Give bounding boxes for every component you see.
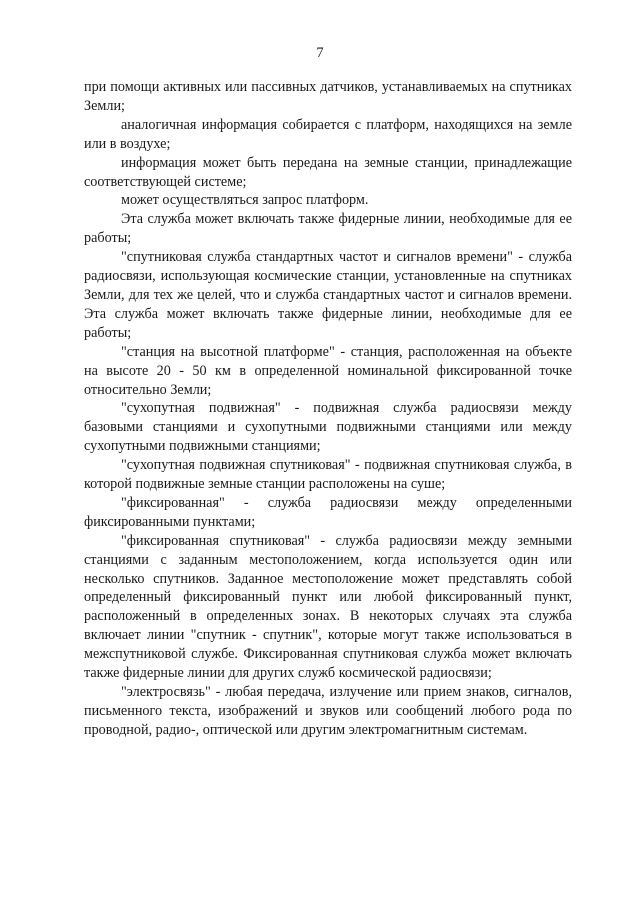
paragraph-remote-sensors: при помощи активных или пассивных датчиков, устанавливаемых на спутниках Земли; [84,79,572,114]
paragraph-feeder-links: Эта служба может включать также фидерные линии, необходимые для ее работы; [84,211,572,247]
paragraph-land-mobile-satellite: "сухопутная подвижная спутниковая" - подвижная спутниковая служба, в которой подвижные земные станции расположены на суше; [84,457,572,493]
paragraph-land-mobile: "сухопутная подвижная" - подвижная служба радиосвязи между базовыми станциями и сухопутными подвижными станциями или между сухопутными подвижными станциями; [84,400,572,455]
page-number: 7 [316,45,324,61]
paragraph-high-altitude-platform: "станция на высотной платформе" - станция, расположенная на объекте на высоте 20 - 50 км в определенной номинальной фиксированной точке относительно Земли; [84,343,572,398]
paragraph-fixed-satellite: "фиксированная спутниковая" - служба радиосвязи между земными станциями с заданным местоположением, когда используется один или несколько спутников. Заданное местоположение может представлять собой определенный фиксированный пункт или любой фиксированный пункт, расположенный в определенных зонах. В некоторых случаях эта служба включает линии "спутник - спутник", которые могут также использоваться в межспутниковой службе. Фиксированная спутниковая служба может включать также фидерные линии для других служб космической радиосвязи; [84,532,572,682]
paragraph-platform-query: может осуществляться запрос платформ. [121,192,369,209]
paragraph-platform-info: аналогичная информация собирается с платформ, находящихся на земле или в воздухе; [84,116,572,152]
paragraph-info-transfer: информация может быть передана на земные станции, принадлежащие соответствующей системе; [84,154,572,190]
paragraph-satellite-time-signals: "спутниковая служба стандартных частот и сигналов времени" - служба радиосвязи, использующая космические станции, установленные на спутниках Земли, для тех же целей, что и служба стандартных частот и сигналов времени. Эта служба может включать также фидерные линии, необходимые для ее работы; [84,249,572,341]
document-body [84,78,572,740]
paragraph-fixed: "фиксированная" - служба радиосвязи между определенными фиксированными пунктами; [84,494,572,530]
paragraph-telecommunication: "электросвязь" - любая передача, излучение или прием знаков, сигналов, письменного текста, изображений и звуков или сообщений любого рода по проводной, радио-, оптической или другим электромагнитным системам. [84,684,572,738]
